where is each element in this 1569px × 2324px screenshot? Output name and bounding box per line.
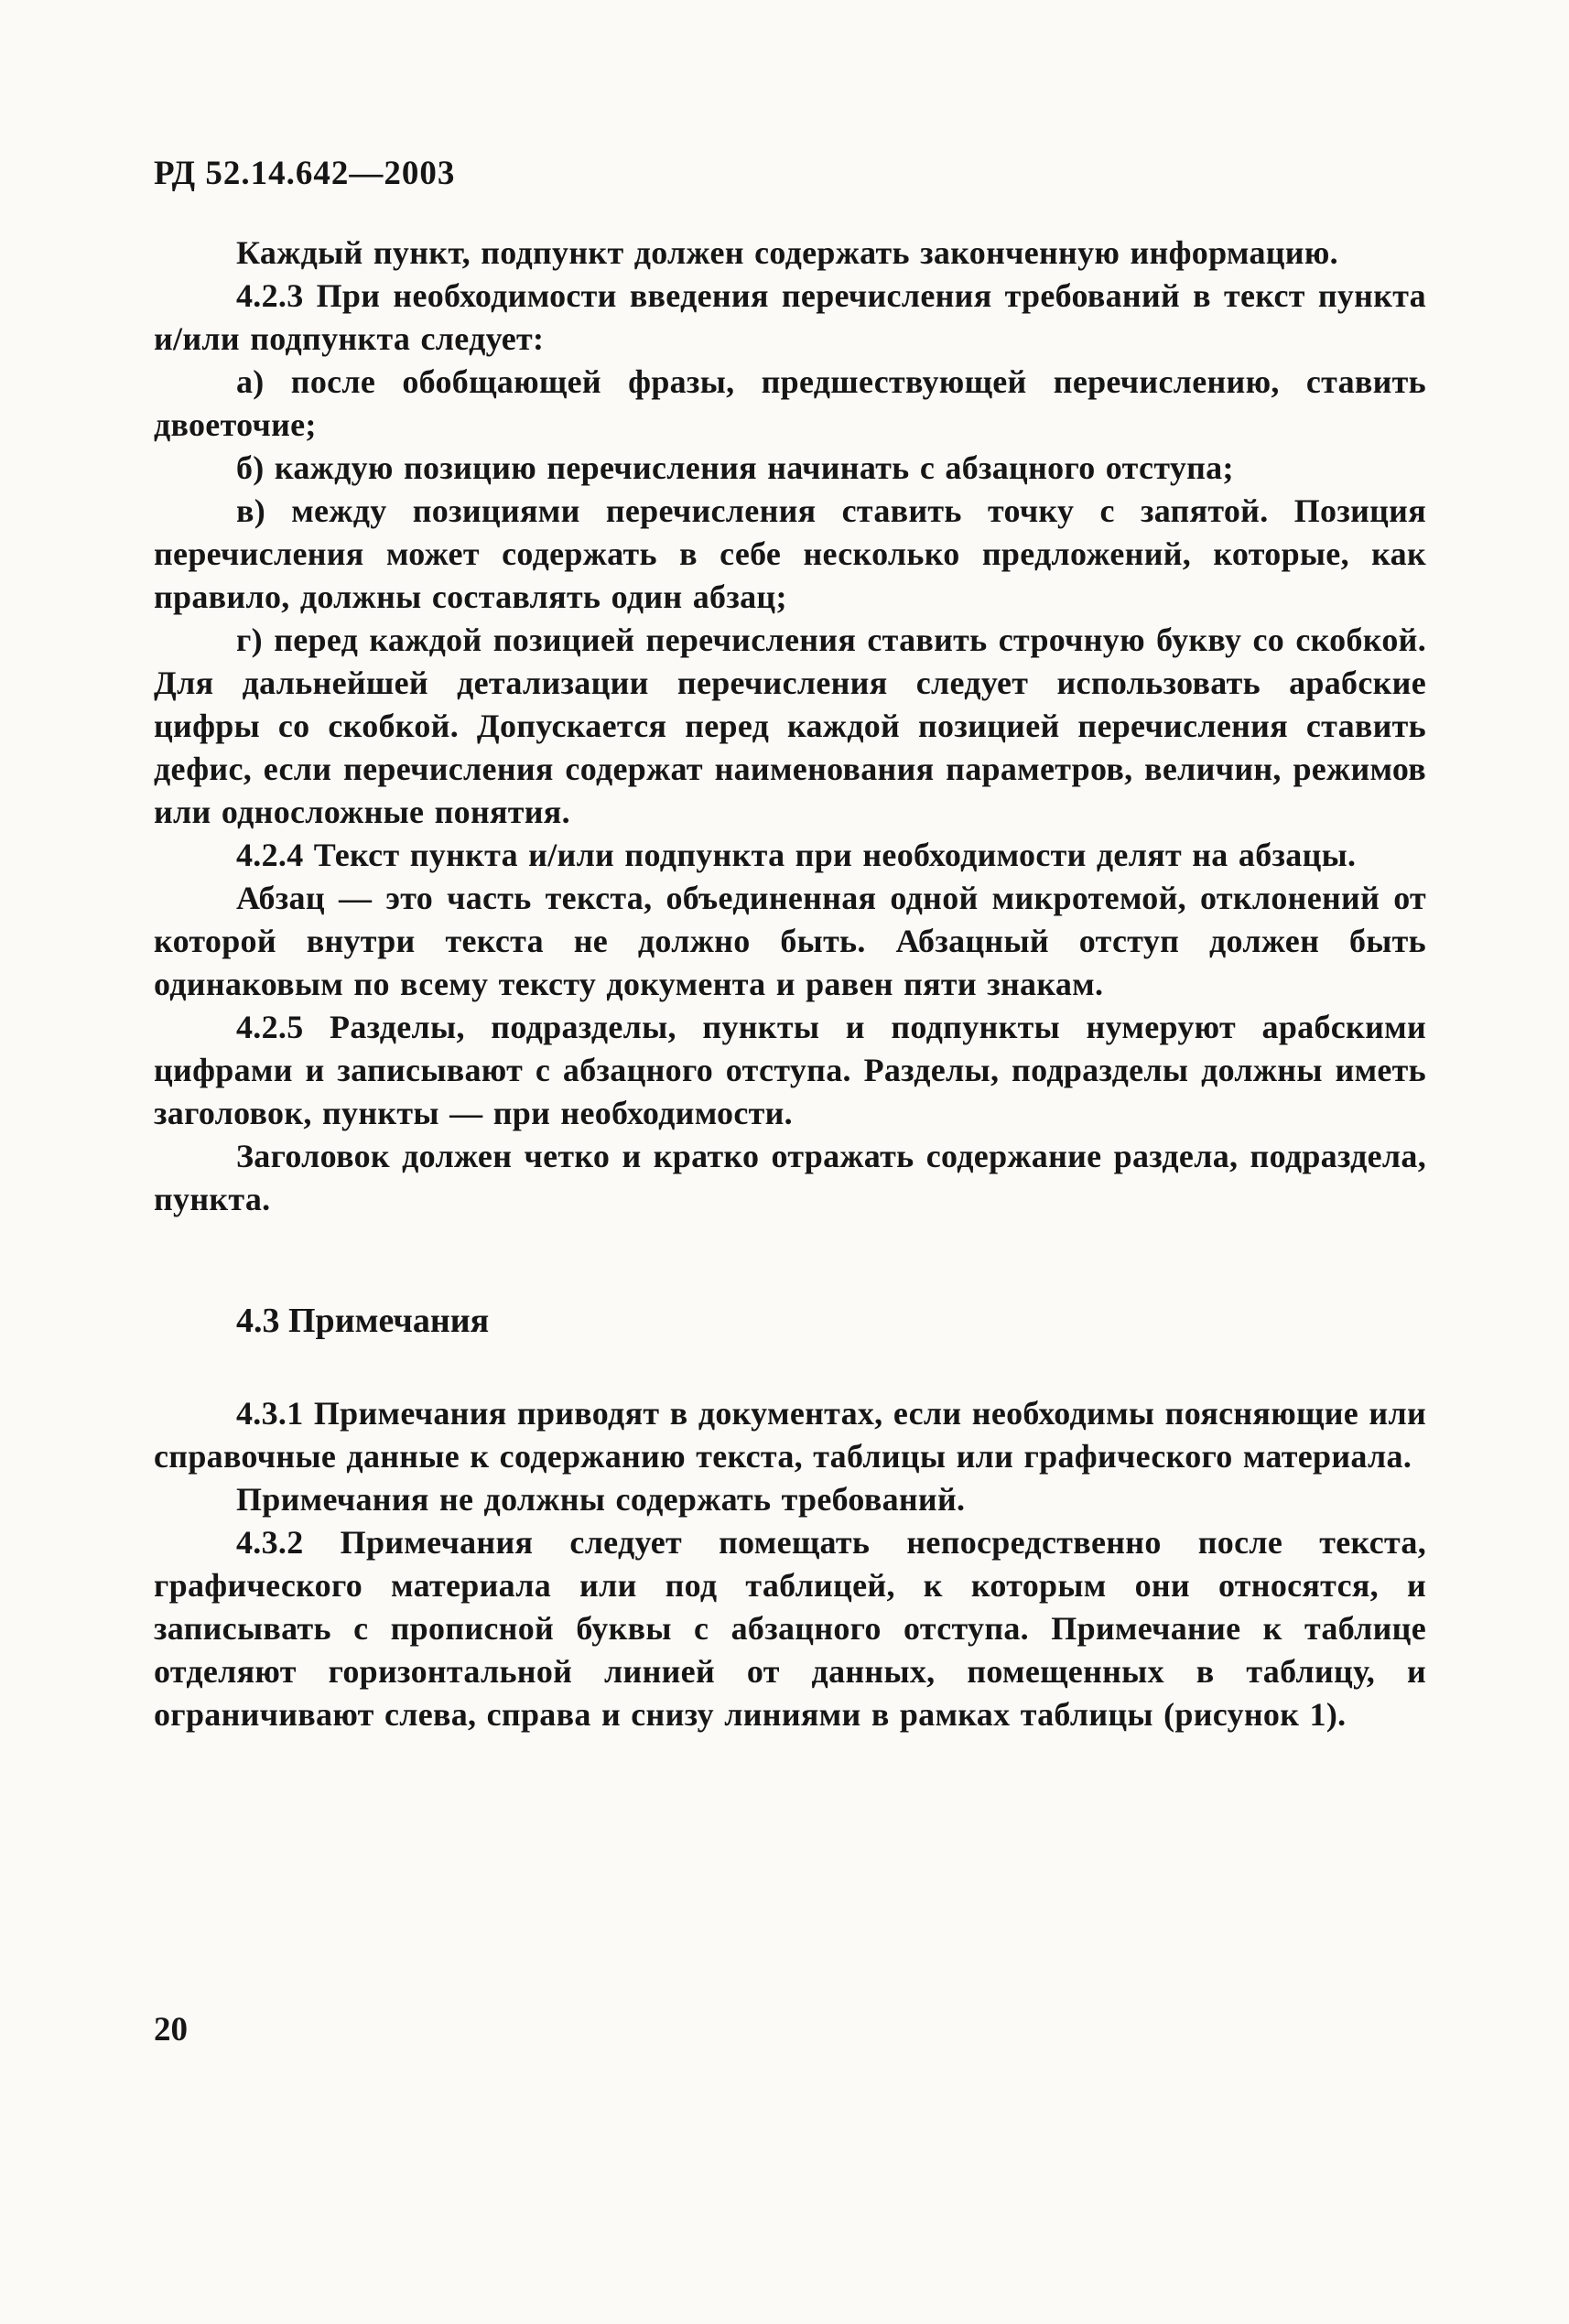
paragraph: 4.2.3 При необходимости введения перечисления требований в текст пункта и/или подпункта следует: — [154, 277, 1426, 357]
paragraph: Каждый пункт, подпункт должен содержать законченную информацию. — [236, 234, 1338, 271]
text-block — [154, 154, 1426, 1736]
paragraph: г) перед каждой позицией перечисления ставить строчную букву со скобкой. Для дальнейшей детализации перечисления следует использовать арабские цифры со скобкой. Допускается перед каждой позицией перечисления ставить дефис, если перечисления содержат наименования параметров, величин, режимов или односложные понятия. — [154, 622, 1426, 830]
paragraph: Примечания не должны содержать требований. — [236, 1481, 966, 1518]
section-heading: 4.3 Примечания — [236, 1302, 490, 1340]
paragraph: Абзац — это часть текста, объединенная одной микротемой, отклонений от которой внутри текста не должно быть. Абзацный отступ должен быть одинаковым по всему тексту документа и равен пяти знакам. — [154, 880, 1426, 1002]
paragraph: б) каждую позицию перечисления начинать с абзацного отступа; — [236, 449, 1234, 486]
page-number: 20 — [154, 2011, 188, 2048]
paragraph: 4.2.4 Текст пункта и/или подпункта при необходимости делят на абзацы. — [236, 837, 1357, 873]
paragraph: 4.3.2 Примечания следует помещать непосредственно после текста, графического материала или под таблицей, к которым они относятся, и записывать с прописной буквы с абзацного отступа. Примечание к таблице отделяют горизонтальной линией от данных, помещенных в таблицу, и ограничивают слева, справа и снизу линиями в рамках таблицы (рисунок 1). — [154, 1524, 1426, 1733]
paragraph: в) между позициями перечисления ставить точку с запятой. Позиция перечисления может содержать в себе несколько предложений, которые, как правило, должны составлять один абзац; — [154, 492, 1426, 615]
paragraph: 4.2.5 Разделы, подразделы, пункты и подпункты нумеруют арабскими цифрами и записывают с абзацного отступа. Разделы, подразделы должны иметь заголовок, пункты — при необходимости. — [154, 1009, 1426, 1131]
paragraph: Заголовок должен четко и кратко отражать содержание раздела, подраздела, пункта. — [154, 1138, 1426, 1217]
paragraph: а) после обобщающей фразы, предшествующей перечислению, ставить двоеточие; — [154, 363, 1426, 443]
paragraph: 4.3.1 Примечания приводят в документах, если необходимы поясняющие или справочные данные к содержанию текста, таблицы или графического материала. — [154, 1395, 1426, 1475]
document-code: РД 52.14.642—2003 — [154, 155, 456, 192]
